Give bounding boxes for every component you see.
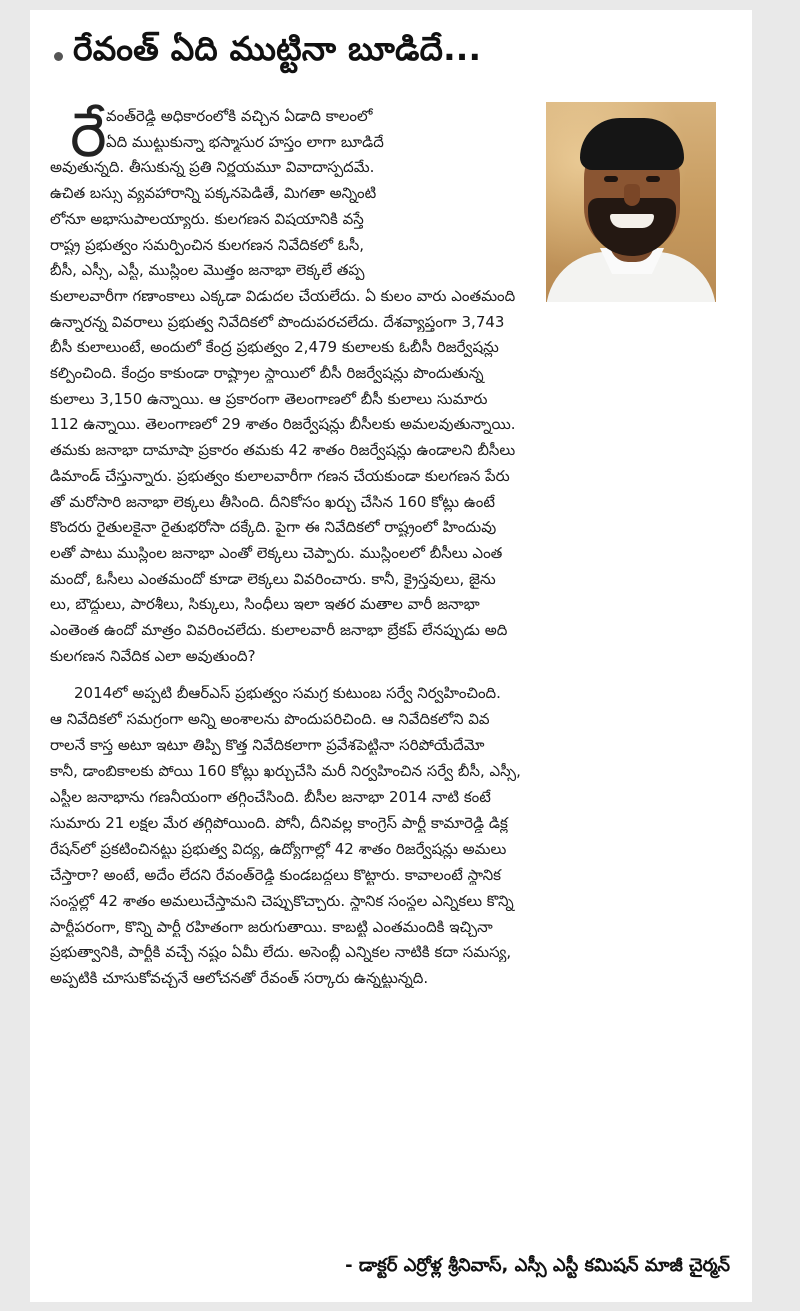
article-headline: రేవంత్ ఏది ముట్టినా బూడిదే... xyxy=(73,28,482,68)
article-line: కానీ, డాంబికాలకు పోయి 160 కోట్లు ఖర్చుచేసి మరీ నిర్వహించిన సర్వే బీసీ, ఎస్సీ, xyxy=(50,762,521,780)
article-line: 112 ఉన్నాయి. తెలంగాణలో 29 శాతం రిజర్వేషన్లు బీసీలకు అమలవుతున్నాయి. xyxy=(50,415,516,433)
article-line: ఎస్టీల జనాభాను గణనీయంగా తగ్గించేసింది. బీసీల జనాభా 2014 నాటి కంటే xyxy=(50,788,491,806)
article-line: లోనూ అభాసుపాలయ్యారు. కులగణన విషయానికి వస్తే xyxy=(50,210,364,228)
author-byline: - డాక్టర్ ఎర్రోళ్ల శ్రీనివాస్, ఎస్సీ ఎస్టీ కమిషన్ మాజీ చైర్మన్ xyxy=(345,1255,730,1276)
article-line: బీసీ, ఎస్సీ, ఎస్టీ, ముస్లింల మొత్తం జనాభా లెక్కలే తప్ప xyxy=(50,261,365,279)
article-line: చేస్తారా? అంటే, అదేం లేదని రేవంత్‌రెడ్డి కుండబద్దలు కొట్టారు. కావాలంటే స్థానిక xyxy=(50,866,501,884)
article-line: కొందరు రైతులకైనా రైతుభరోసా దక్కేది. పైగా ఈ నివేదికలో రాష్ట్రంలో హిందువు xyxy=(50,518,497,536)
article-line: ఎంతెంత ఉందో మాత్రం వివరించలేదు. కులాలవారీ జనాభా బ్రేకప్ లేనప్పుడు అది xyxy=(50,621,508,639)
article-line: కులాలు 3,150 ఉన్నాయి. ఆ ప్రకారంగా తెలంగాణలో బీసీ కులాలు సుమారు xyxy=(50,390,488,408)
article-line: బీసీ కులాలుంటే, అందులో కేంద్ర ప్రభుత్వం 2,479 కులాలకు ఓబీసీ రిజర్వేషన్లు xyxy=(50,338,499,356)
newspaper-clipping xyxy=(30,10,752,1302)
article-line: ఆ నివేదికలో సమగ్రంగా అన్ని అంశాలను పొందుపరిచింది. ఆ నివేదికలోని వివ xyxy=(50,710,490,728)
article-line: రాలనే కాస్త అటూ ఇటూ తిప్పి కొత్త నివేదికలాగా ప్రవేశపెట్టినా సరిపోయేదేమో xyxy=(50,736,485,754)
article-line: తో మరోసారి జనాభా లెక్కలు తీసింది. దీనికోసం ఖర్చు చేసిన 160 కోట్లు ఉంటే xyxy=(50,493,495,511)
article-line: ఉన్నారన్న వివరాలు ప్రభుత్వ నివేదికలో పొందుపరచలేదు. దేశవ్యాప్తంగా 3,743 xyxy=(50,313,505,331)
article-line: రాష్ట్ర ప్రభుత్వం సమర్పించిన కులగణన నివేదికలో ఓసీ, xyxy=(50,236,365,254)
article-line: సుమారు 21 లక్షల మేర తగ్గిపోయింది. పోనీ, దీనివల్ల కాంగ్రెస్ పార్టీ కామారెడ్డి డిక్ల xyxy=(50,814,508,832)
article-line: ఏది ముట్టుకున్నా భస్మాసుర హస్తం లాగా బూడిదే xyxy=(106,133,384,151)
article-line: వంత్‌రెడ్డి అధికారంలోకి వచ్చిన ఏడాది కాలంలో xyxy=(106,107,373,125)
article-line: కులగణన నివేదిక ఎలా అవుతుంది? xyxy=(50,647,256,665)
author-photo xyxy=(546,102,716,302)
article-line: మందో, ఓసీలు ఎంతమందో కూడా లెక్కలు వివరించారు. కానీ, క్రైస్తవులు, జైను xyxy=(50,570,496,588)
article-line: లు, బౌద్ధులు, పారశీలు, సిక్కులు, సింధీలు ఇలా ఇతర మతాల వారీ జనాభా xyxy=(50,595,480,613)
article-line: సంస్థల్లో 42 శాతం అమలుచేస్తామని చెప్పుకొచ్చారు. స్థానిక సంస్థల ఎన్నికలు కొన్ని xyxy=(50,892,514,910)
article-line: కులాలవారీగా గణాంకాలు ఎక్కడా విడుదల చేయలేదు. ఏ కులం వారు ఎంతమంది xyxy=(50,287,516,305)
article-line: కల్పించింది. కేంద్రం కాకుండా రాష్ట్రాల స్థాయిలో బీసీ రిజర్వేషన్లు పొందుతున్న xyxy=(50,364,484,382)
article-line: అవుతున్నది. తీసుకున్న ప్రతి నిర్ణయమూ వివాదాస్పదమే. xyxy=(50,158,375,176)
article-line: అప్పటికి చూసుకోవచ్చనే ఆలోచనతో రేవంత్ సర్కారు ఉన్నట్టున్నది. xyxy=(50,969,429,987)
article-line: పార్టీపరంగా, కొన్ని పార్టీ రహితంగా జరుగుతాయి. కాబట్టి ఎంతమందికి ఇచ్చినా xyxy=(50,918,493,936)
article-line: ఉచిత బస్సు వ్యవహారాన్ని పక్కనపెడితే, మిగతా అన్నింటి xyxy=(50,184,377,202)
article-line: లతో పాటు ముస్లింల జనాభా ఎంతో లెక్కలు చెప్పారు. ముస్లింలలో బీసీలు ఎంత xyxy=(50,544,503,562)
headline-row xyxy=(50,20,730,84)
article-line: తమకు జనాభా దామాషా ప్రకారం తమకు 42 శాతం రిజర్వేషన్లు ఉండాలని బీసీలు xyxy=(50,441,516,459)
article-line: డిమాండ్ చేస్తున్నారు. ప్రభుత్వం కులాలవారీగా గణన చేయకుండా కులగణన పేరు xyxy=(50,467,510,485)
bullet-icon xyxy=(54,52,63,61)
article-line: 2014లో అప్పటి బీఆర్ఎస్ ప్రభుత్వం సమగ్ర కుటుంబ సర్వే నిర్వహించింది. xyxy=(74,684,501,702)
drop-cap: రే xyxy=(70,98,107,171)
article-line: ప్రభుత్వానికి, పార్టీకి వచ్చే నష్టం ఏమీ లేదు. అసెంబ్లీ ఎన్నికల నాటికి కదా సమస్య, xyxy=(50,943,512,961)
article-line: రేషన్‌లో ప్రకటించినట్టు ప్రభుత్వ విద్య, ఉద్యోగాల్లో 42 శాతం రిజర్వేషన్లు అమలు xyxy=(50,840,507,858)
